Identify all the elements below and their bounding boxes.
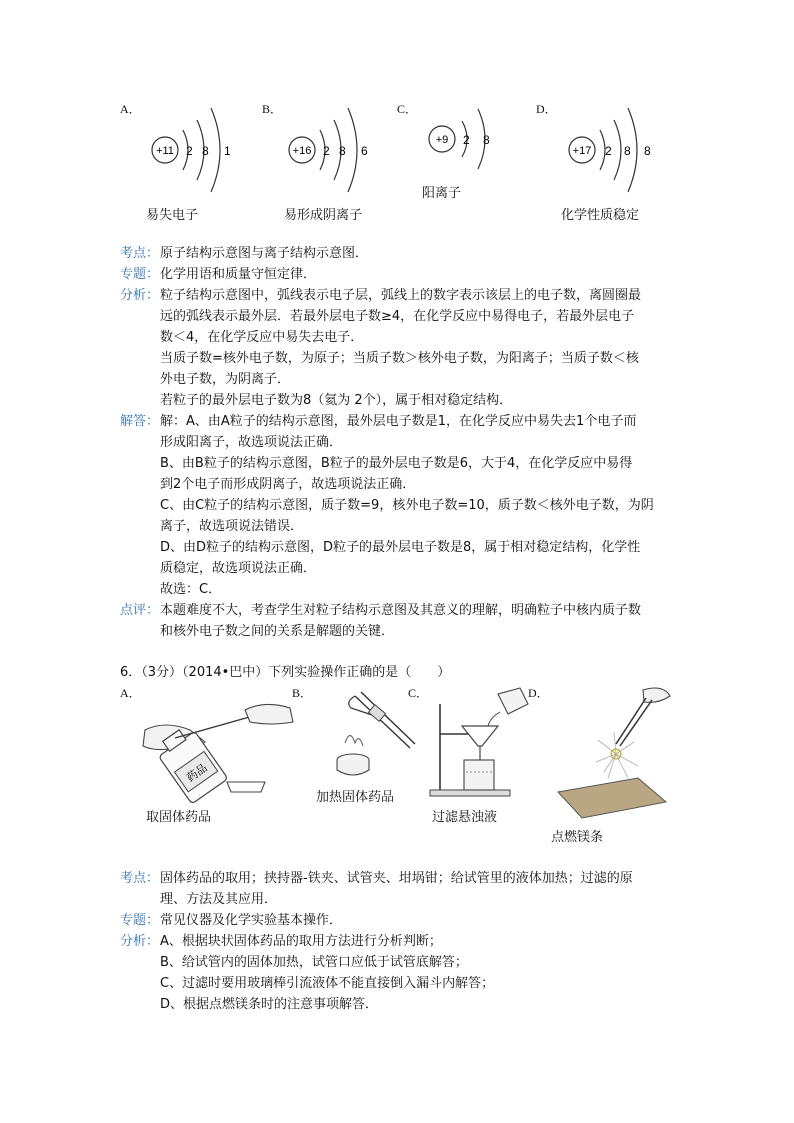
svg-text:2: 2: [463, 133, 470, 147]
jieda-line: 到2个电子而形成阴离子，故选项说法正确．: [160, 477, 416, 492]
svg-text:+17: +17: [572, 145, 592, 157]
atom-diagram-c: [422, 105, 512, 175]
kaodian-label: 考点：: [120, 871, 160, 886]
fenxi-line: 粒子结构示意图中，弧线表示电子层，弧线上的数字表示该层上的电子数，离圆圈最: [160, 288, 642, 303]
svg-text:2: 2: [323, 144, 330, 158]
fenxi-line: 数＜4，在化学反应中易失去电子．: [160, 330, 364, 345]
option-c-letter: C．: [408, 686, 429, 700]
option-b-caption: 易形成阴离子: [284, 208, 363, 223]
option-a-caption: 取固体药品: [146, 810, 212, 825]
svg-text:8: 8: [483, 133, 490, 147]
bottle-label: 药品: [184, 761, 210, 785]
svg-text:8: 8: [339, 144, 346, 158]
fenxi-line: 外电子数，为阴离子．: [160, 372, 291, 387]
atom-diagram-b: [282, 100, 392, 200]
kaodian-label: 考点：: [120, 246, 160, 261]
option-c-letter: C．: [397, 102, 418, 116]
option-d-caption: 点燃镁条: [551, 830, 604, 845]
svg-text:+9: +9: [435, 134, 449, 146]
fenxi-line: 若粒子的最外层电子数为8（氦为 2个），属于相对稳定结构．: [160, 393, 513, 408]
fenxi-line: C、过滤时要用玻璃棒引流液体不能直接倒入漏斗内解答；: [160, 976, 495, 991]
option-d-caption: 化学性质稳定: [561, 208, 640, 223]
fenxi-line: D、根据点燃镁条时的注意事项解答．: [160, 997, 379, 1012]
fenxi-line: 当质子数=核外电子数，为原子；当质子数＞核外电子数，为阳离子；当质子数＜核: [160, 351, 639, 366]
svg-text:2: 2: [605, 144, 612, 158]
jieda-line: B、由B粒子的结构示意图，B粒子的最外层电子数是6，大于4，在化学反应中易得: [160, 456, 633, 471]
svg-text:8: 8: [644, 144, 651, 158]
jieda-line: 质稳定，故选项说法正确．: [160, 561, 317, 576]
option-c-caption: 阳离子: [422, 186, 462, 201]
jieda-line: 故选：C．: [160, 582, 222, 597]
atom-diagram-d: [562, 100, 672, 200]
fenxi-label: 分析：: [120, 288, 160, 303]
option-b-letter: B．: [292, 686, 313, 700]
fenxi-line: 远的弧线表示最外层．若最外层电子数≥4，在化学反应中易得电子，若最外层电子: [160, 309, 635, 324]
svg-text:+16: +16: [292, 145, 312, 157]
kaodian-text: 原子结构示意图与离子结构示意图．: [160, 246, 369, 261]
jieda-line: 形成阳离子，故选项说法正确．: [160, 435, 343, 450]
fenxi-line: A、根据块状固体药品的取用方法进行分析判断；: [160, 934, 442, 949]
zhuanti-text: 化学用语和质量守恒定律．: [160, 267, 317, 282]
taking-solid-image: [135, 690, 295, 800]
jieda-label: 解答：: [120, 414, 160, 429]
kaodian-line: 理、方法及其应用．: [160, 892, 278, 907]
option-b-caption: 加热固体药品: [316, 790, 395, 805]
dianping-line: 和核外电子数之间的关系是解题的关键．: [160, 624, 395, 639]
zhuanti-text: 常见仪器及化学实验基本操作．: [160, 913, 343, 928]
fenxi-line: B、给试管内的固体加热，试管口应低于试管底解答；: [160, 955, 468, 970]
option-d-letter: D．: [528, 686, 549, 700]
dianping-line: 本题难度不大，考查学生对粒子结构示意图及其意义的理解，明确粒子中核内质子数: [160, 603, 642, 618]
option-a-letter: A．: [120, 686, 141, 700]
zhuanti-label: 专题：: [120, 267, 160, 282]
kaodian-line: 固体药品的取用；挟持器-铁夹、试管夹、坩埚钳；给试管里的液体加热；过滤的原: [160, 871, 633, 886]
jieda-line: 离子，故选项说法错误．: [160, 519, 304, 534]
svg-text:1: 1: [224, 144, 231, 158]
heating-solid-image: [315, 688, 415, 783]
option-a-letter: A．: [120, 102, 141, 116]
jieda-line: 解：A、由A粒子的结构示意图，最外层电子数是1，在化学反应中易失去1个电子而: [160, 414, 637, 429]
filtration-image: [428, 684, 538, 799]
jieda-line: C、由C粒子的结构示意图，质子数=9，核外电子数=10，质子数＜核外电子数，为阴: [160, 498, 654, 513]
svg-text:8: 8: [624, 144, 631, 158]
svg-text:2: 2: [186, 144, 193, 158]
option-a-caption: 易失电子: [146, 208, 199, 223]
svg-text:8: 8: [202, 144, 209, 158]
atom-diagram-a: [145, 100, 255, 200]
option-c-caption: 过滤悬浊液: [432, 810, 498, 825]
jieda-line: D、由D粒子的结构示意图，D粒子的最外层电子数是8，属于相对稳定结构，化学性: [160, 540, 641, 555]
option-d-letter: D．: [536, 102, 557, 116]
option-b-letter: B．: [262, 102, 283, 116]
zhuanti-label: 专题：: [120, 913, 160, 928]
fenxi-label: 分析：: [120, 934, 160, 949]
magnesium-burning-image: [548, 682, 678, 822]
dianping-label: 点评：: [120, 603, 160, 618]
nucleus-a: +11: [156, 145, 174, 157]
svg-text:6: 6: [361, 144, 368, 158]
question-6-stem: 6．（3分）（2014•巴中）下列实验操作正确的是（ ）: [120, 665, 451, 680]
